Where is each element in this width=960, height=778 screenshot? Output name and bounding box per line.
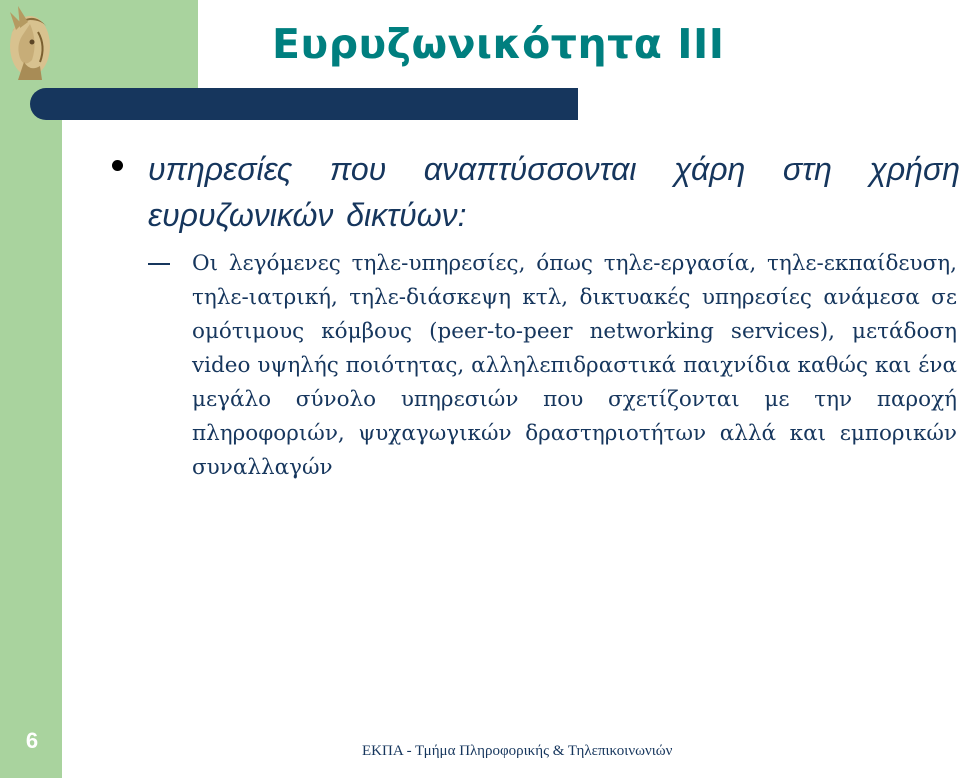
slide-title: Ευρυζωνικότητα III (272, 20, 725, 68)
footer-text: ΕΚΠΑ - Τμήμα Πληροφορικής & Τηλεπικοινωνιών (362, 743, 673, 759)
athena-head-logo (2, 2, 58, 86)
title-underline-bar (30, 88, 578, 120)
main-bullet-text: υπηρεσίες που αναπτύσσονται χάρη στη χρήση ευρυζωνικών δικτύων: (148, 151, 960, 233)
sub-bullet-text: Οι λεγόμενες τηλε-υπηρεσίες, όπως τηλε-εργασία, τηλε-εκπαίδευση, τηλε-ιατρική, τηλε-διάσκεψη κτλ, δικτυακές υπηρεσίες ανάμεσα σε ομότιμους κόμβους (peer-to-peer networking services), μετάδοση video υψηλής ποιότητας, αλληλεπιδραστικά παιχνίδια καθώς και ένα μεγάλο σύνολο υπηρεσιών που σχετίζονται με την παροχή πληροφοριών, ψυχαγωγικών δραστηριοτήτων αλλά και εμπορικών συναλλαγών (192, 251, 957, 480)
dash-bullet-icon (148, 263, 170, 265)
slide-number: 6 (25, 728, 39, 753)
bullet-dot-icon (112, 160, 123, 171)
